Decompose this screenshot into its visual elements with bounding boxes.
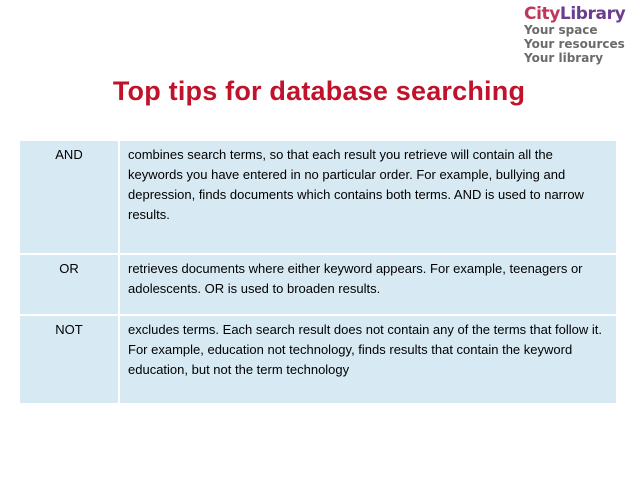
term-cell: OR — [19, 254, 119, 315]
tips-table — [18, 139, 618, 405]
table-row — [19, 140, 617, 254]
description-cell: excludes terms. Each search result does not contain any of the terms that follow it. For example, education not technology, finds results that contain the keyword education, but not the term technology — [119, 315, 617, 404]
logo-brand-city: City — [524, 4, 560, 24]
logo-tagline-resources: Your resources — [524, 37, 625, 51]
page-title: Top tips for database searching — [112, 76, 526, 106]
logo-brand — [524, 6, 634, 23]
table-row — [19, 315, 617, 404]
table-row — [19, 254, 617, 315]
description-cell: combines search terms, so that each result you retrieve will contain all the keywords you have entered in no particular order. For example, bullying and depression, finds documents which contains both terms. AND is used to narrow results. — [119, 140, 617, 254]
term-cell: AND — [19, 140, 119, 254]
city-library-logo — [524, 6, 634, 65]
description-cell: retrieves documents where either keyword appears. For example, teenagers or adolescents. OR is used to broaden results. — [119, 254, 617, 315]
logo-brand-library: Library — [559, 4, 626, 24]
logo-tagline-library: Your library — [524, 51, 604, 65]
logo-tagline-space: Your space — [524, 23, 598, 37]
term-cell: NOT — [19, 315, 119, 404]
